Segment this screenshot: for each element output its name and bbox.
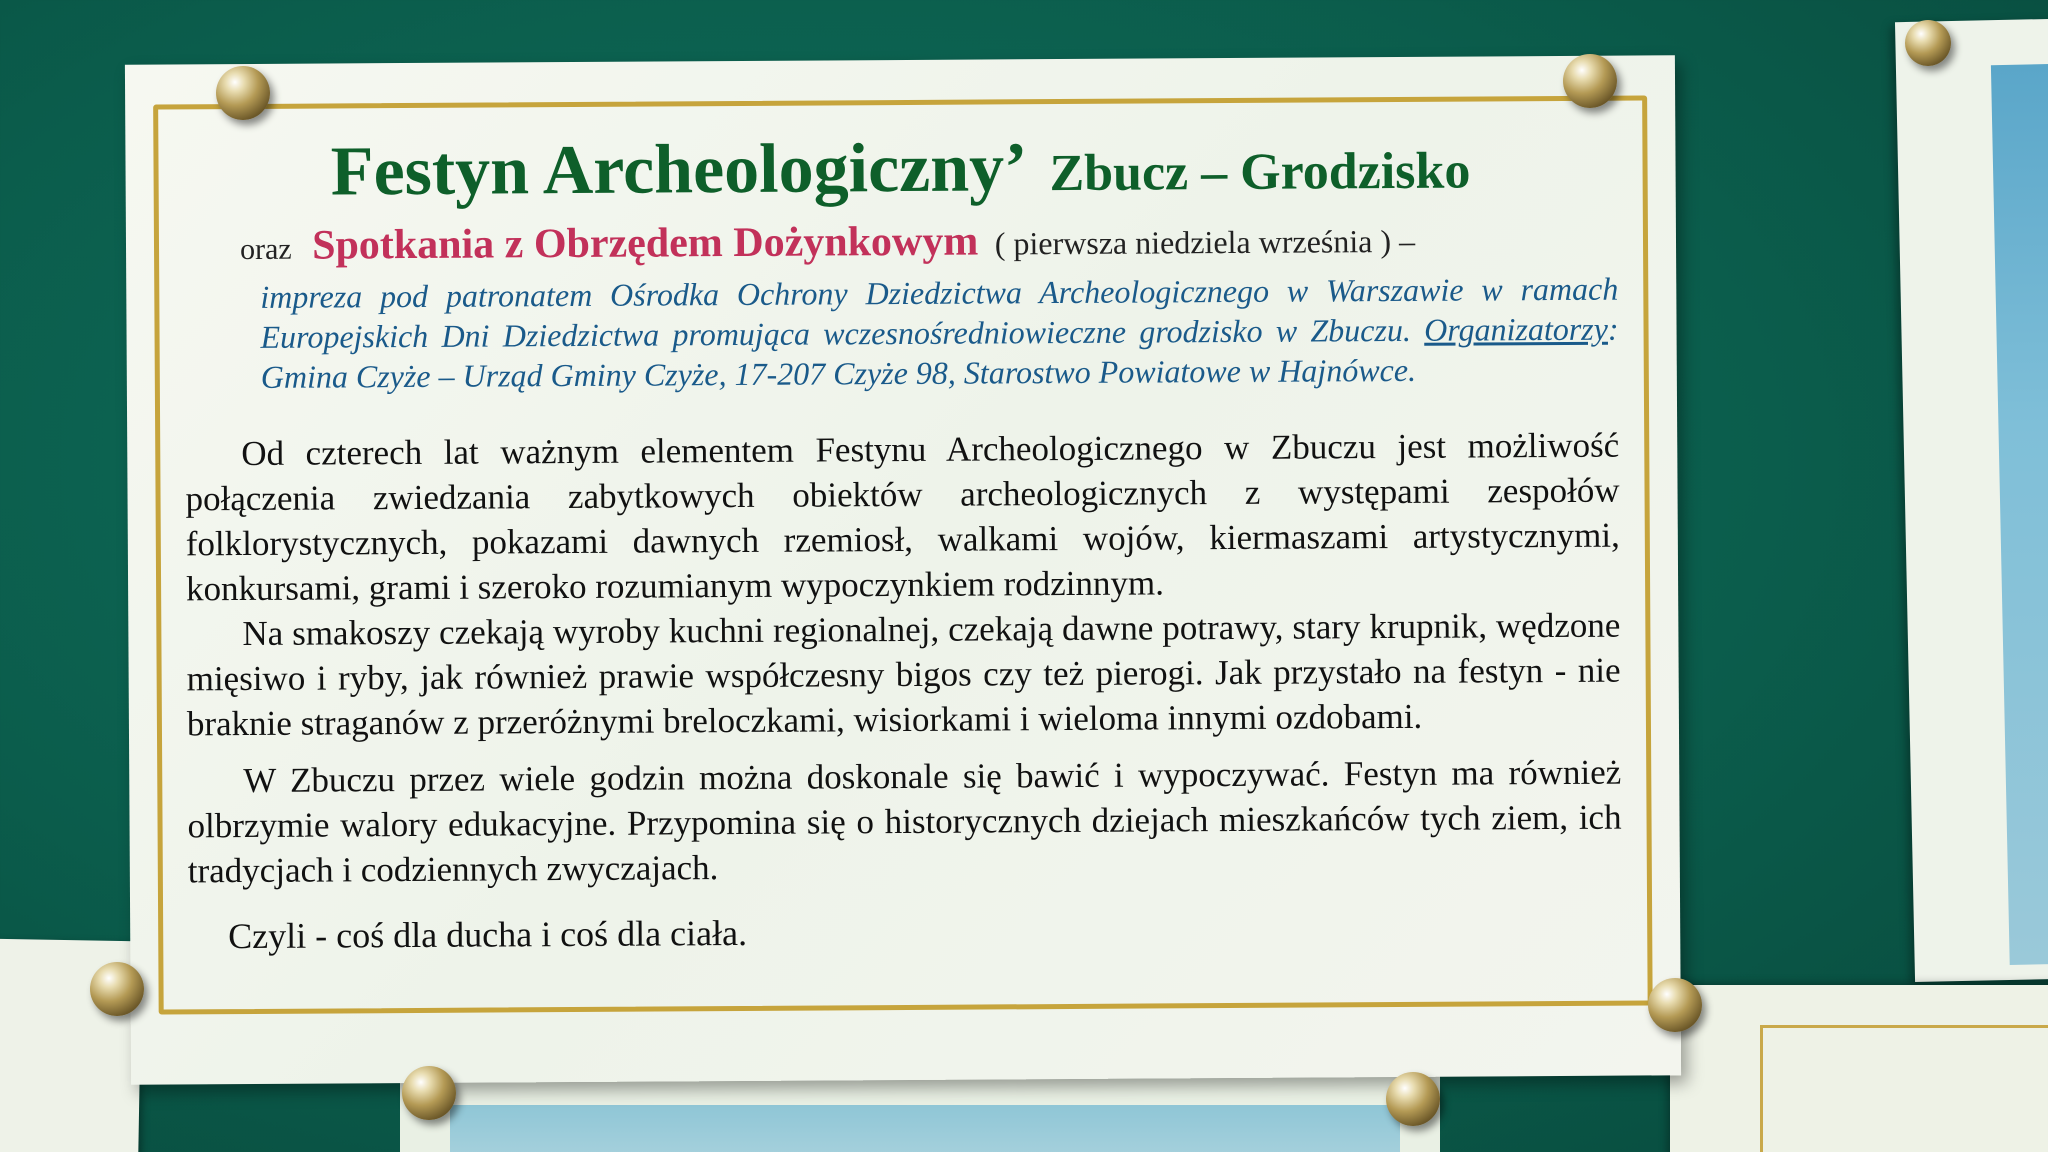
patronage-text-part-1: impreza pod patronatem Ośrodka Ochrony Dziedzictwa Archeologicznego w Warszawie w ramach Europejskich Dni Dziedzictwa promująca wczesnośredniowieczne grodzisko w Zbuczu. bbox=[260, 271, 1619, 356]
poster-body bbox=[185, 423, 1622, 894]
subtitle-prefix: oraz bbox=[239, 232, 292, 267]
organizers-label: Organizatorzy bbox=[1424, 311, 1608, 349]
body-paragraph: W Zbuczu przez wiele godzin można doskonale się bawić i wypoczywać. Festyn ma również olbrzymie walory edukacyjne. Przypomina się o historycznych dziejach mieszkańców tych ziem, ich tradycjach i codziennych zwyczajach. bbox=[187, 753, 1622, 891]
patronage-text bbox=[260, 269, 1619, 397]
push-pin-icon bbox=[1386, 1072, 1440, 1126]
poster-title bbox=[183, 126, 1617, 212]
neighbor-photo-bottom bbox=[450, 1105, 1400, 1152]
body-paragraph: Od czterech lat ważnym elementem Festynu Archeologicznego w Zbuczu jest możliwość połączenia zwiedzania zabytkowych obiektów archeologicznych z występami zespołów folklorystycznych, pokazami dawnych rzemiosł, walkami wojów, kiermaszami artystycznymi, konkursami, grami i szeroko rozumianym wypoczynkiem rodzinnym. bbox=[185, 426, 1620, 609]
festival-poster bbox=[125, 55, 1681, 1084]
patronage-text-part-2: : Gmina Czyże – Urząd Gminy Czyże, 17-207 Czyże 98, Starostwo Powiatowe w Hajnówce. bbox=[260, 311, 1619, 396]
poster-title-sub: Zbucz – Grodzisko bbox=[1049, 142, 1471, 203]
neighbor-photo bbox=[1991, 63, 2048, 965]
push-pin-icon bbox=[90, 962, 144, 1016]
push-pin-icon bbox=[216, 66, 270, 120]
poster-title-main: Festyn Archeologiczny’ bbox=[330, 129, 1028, 211]
poster-subtitle bbox=[240, 213, 1618, 272]
neighbor-frame bbox=[1760, 1025, 2048, 1152]
body-paragraph: Na smakoszy czekają wyroby kuchni regionalnej, czekają dawne potrawy, stary krupnik, wędzone mięsiwo i ryby, jak również prawie współczesny bigos czy też pierogi. Jak przystało na festyn - nie braknie straganów z przeróżnymi breloczkami, wisiorkami i wieloma innymi ozdobami. bbox=[186, 606, 1621, 744]
subtitle-note: ( pierwsza niedziela września ) – bbox=[994, 222, 1416, 262]
neighbor-poster-bottom-right bbox=[1670, 985, 2048, 1152]
push-pin-icon bbox=[1905, 20, 1951, 66]
poster-content bbox=[165, 108, 1640, 1005]
push-pin-icon bbox=[402, 1066, 456, 1120]
neighbor-poster-right bbox=[1895, 18, 2048, 982]
push-pin-icon bbox=[1563, 54, 1617, 108]
neighbor-poster-bottom bbox=[400, 1070, 1440, 1152]
subtitle-highlight: Spotkania z Obrzędem Dożynkowym bbox=[311, 218, 979, 269]
push-pin-icon bbox=[1648, 978, 1702, 1032]
poster-closing: Czyli - coś dla ducha i coś dla ciała. bbox=[228, 913, 748, 957]
